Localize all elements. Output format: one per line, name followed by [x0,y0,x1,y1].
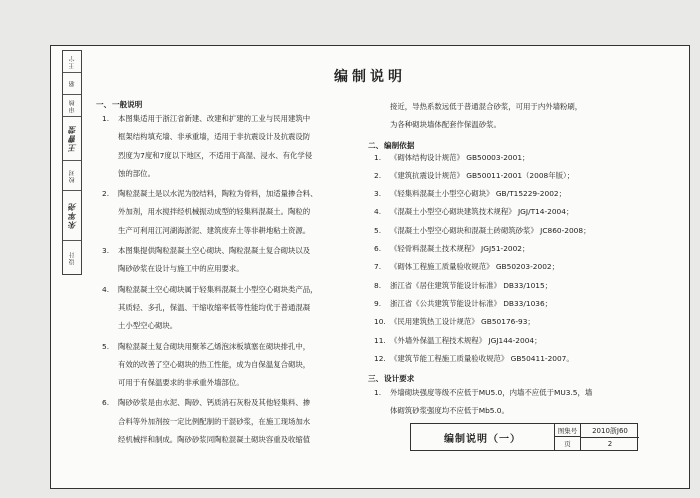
reference-item: 3. 《轻集料混凝土小型空心砌块》 GB/T15229-2002； [374,189,566,199]
reference-item: 8. 浙江省《居住建筑节能设计标准》 DB33/1015； [374,280,553,290]
strip-cell: 王宁 [63,51,81,73]
title-block-name: 编制说明（一） [411,424,555,450]
list-item: 4. 陶粒混凝土空心砌块属于轻集料混凝土小型空心砌块类产品， 其质轻、多孔，保温、干缩收缩率低等性能均优于普通混凝 土小型空心砌块。 [102,284,318,331]
section-heading: 一、 一般说明 [96,100,143,109]
strip-cell: 设计 [68,250,76,265]
section-heading: 三、 设计要求 [368,374,415,384]
continued-paragraph: 接近，导热系数远低于普通混合砂浆，可用于内外墙粉刷， 为各种砌块墙体配套作保温砂浆。 [390,102,583,130]
page-label: 页 [555,437,581,450]
approval-side-strip [62,50,82,275]
reference-item: 7. 《砌体工程施工质量验收规范》 GB50203-2002； [374,262,559,272]
left-column [96,101,366,454]
reference-item: 4. 《混凝土小型空心砌块建筑技术规程》 JGJ/T14-2004； [374,207,574,217]
reference-item: 1. 《砌体结构设计规范》 GB50003-2001； [374,152,530,162]
list-item: 5. 陶粒混凝土复合砌块用聚苯乙烯泡沫板填塞在砌块排孔中， 有效的改善了空心砌块的热工性能，成为自保温复合砌块， 可用于有保温要求的非承重外墙部位。 [102,341,311,388]
designer-signature: 朱军尧 [63,191,81,241]
reference-list [368,154,686,374]
list-item: 3. 本图集提供陶粒混凝土空心砌块、陶粒混凝土复合砌块以及 陶砂砂浆在设计与施工中的应用要求。 [102,246,311,274]
strip-cell: 校对 [63,161,81,191]
reference-item: 9. 浙江省《公共建筑节能设计标准》 DB33/1036； [374,298,553,308]
list-item: 1. 外墙砌块强度等级不应低于MU5.0，内墙不应低于MU3.5，墙 体砌筑砂浆强度均不应低于Mb5.0。 [374,388,593,416]
reference-item: 2. 《建筑抗震设计规范》 GB50011-2001（2008年版）； [374,170,575,180]
reference-item: 10. 《民用建筑热工设计规范》 GB50176-93； [374,317,535,327]
page-number: 2 [607,439,613,448]
section-heading: 二、 编制依据 [368,140,415,150]
atlas-number-label: 图集号 [555,424,581,437]
list-item: 1. 本图集适用于浙江省新建、改建和扩建的工业与民用建筑中 框架结构填充墙、非承重墙，适用于非抗震设计及抗震设防 烈度为7度和7度以下地区，不适用于高湿、浸水、有化学侵 蚀的部位。 [102,114,313,178]
reference-item: 5. 《混凝土小型空心砌块和混凝土砖砌筑砂浆》 JC860-2008； [374,225,591,235]
page-title: 编制说明 [334,69,406,85]
list-item: 2. 陶粒混凝土是以水泥为胶结料，陶粒为骨料，加适量掺合料、 外加剂，用水搅拌经机械振动成型的轻集料混凝土。陶粒的 生产可利用江河湖海淤泥、建筑废弃土等非耕地粘土资源。 [102,189,318,235]
reviewer-signature: 王曹莹 [63,117,81,161]
reference-item: 12. 《建筑节能工程施工质量验收规范》 GB50411-2007。 [374,353,574,363]
strip-cell: 审核 [63,95,81,117]
title-block [410,423,638,451]
reference-item: 11. 《外墙外保温工程技术规程》 JGJ144-2004； [374,335,542,345]
list-item: 6. 陶砂砂浆是由水泥、陶砂、钙质消石灰粉及其他轻集料、掺 合料等外加剂按一定比例配制的干混砂浆，在施工现场加水 经机械拌和制成。陶砂砂浆同陶粒混凝土砌块容重及收缩值 [102,398,311,445]
reference-item: 6. 《轻骨料混凝土技术规程》 JGJ51-2002； [374,244,530,254]
strip-cell: 骆 [63,73,81,95]
right-column [368,103,686,426]
atlas-number: 2010浙J60 [581,424,639,438]
